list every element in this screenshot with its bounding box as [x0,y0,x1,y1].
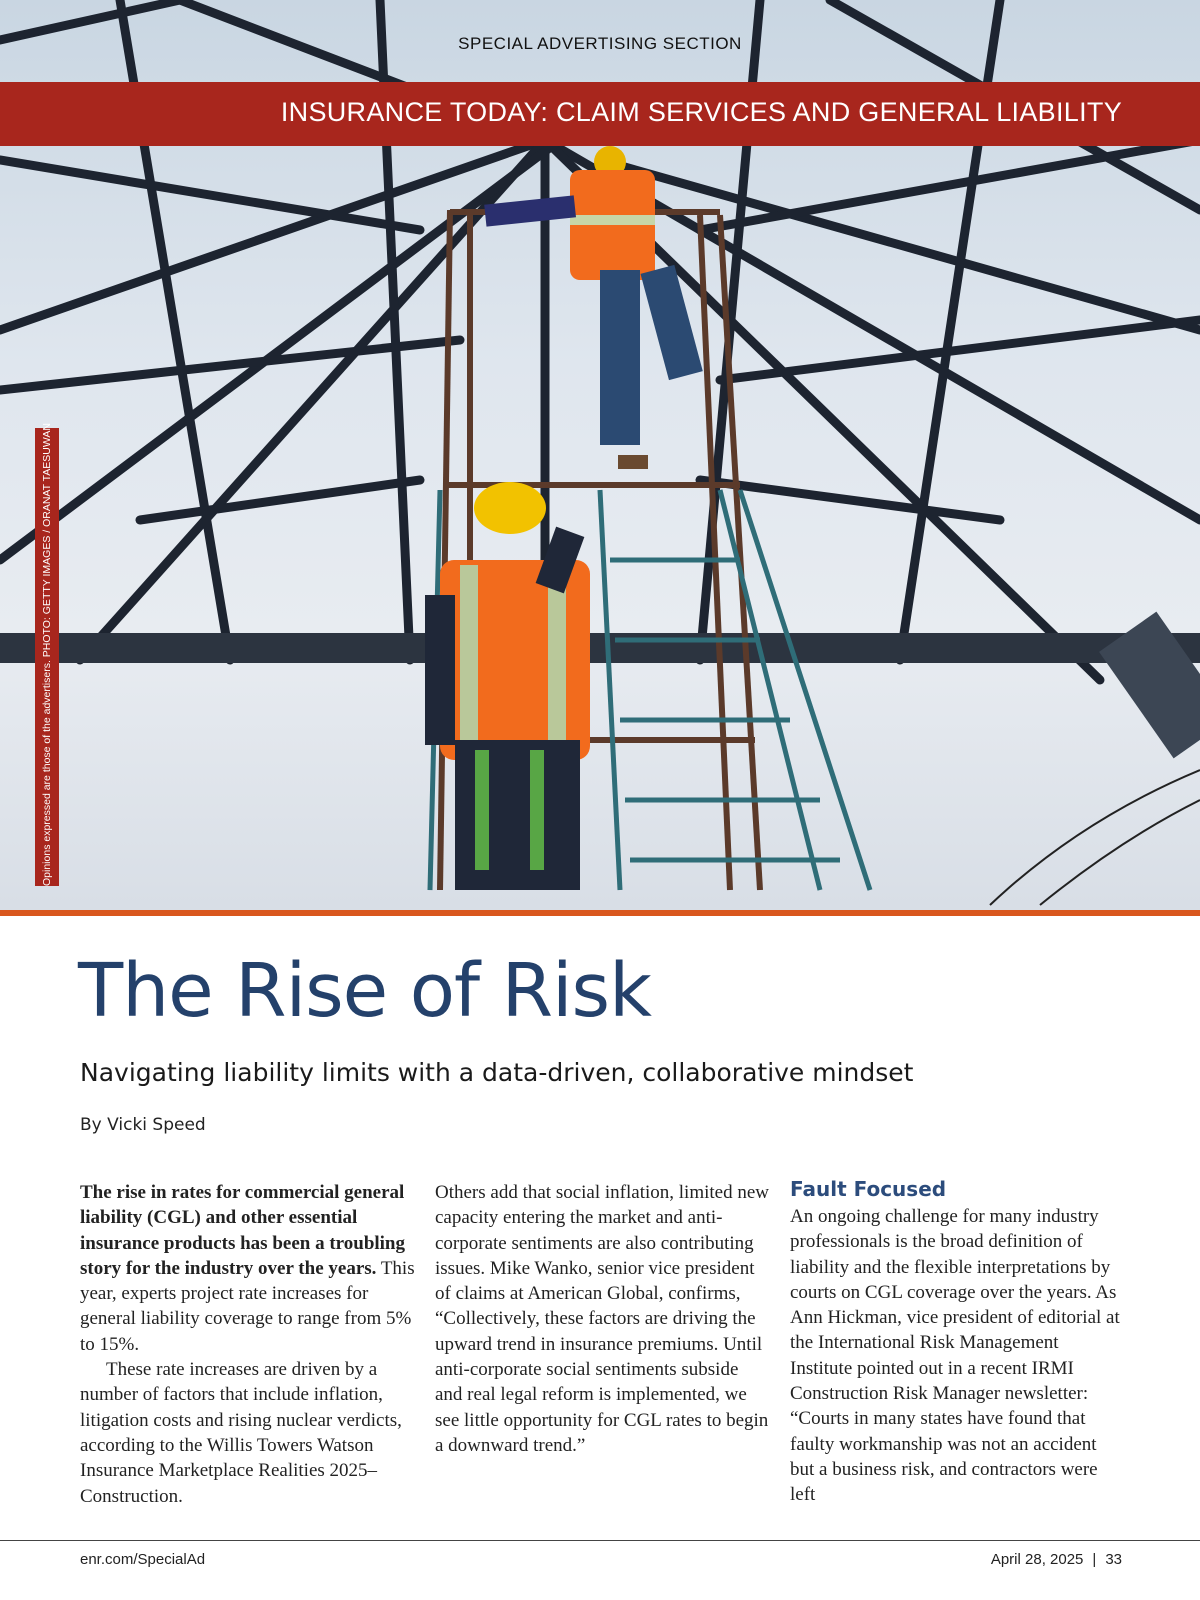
divider-rule [0,910,1200,916]
section-banner-text: INSURANCE TODAY: CLAIM SERVICES AND GENERAL LIABILITY [280,97,1122,127]
page-number: 33 [1105,1551,1122,1568]
paragraph: Others add that social inflation, limited new capacity entering the market and anti-corporate sentiments are also contributing issues. Mike Wanko, senior vice president of claims at American Global, confirms, “Collectively, these factors are driving the upward trend in insurance premiums. Until anti-corporate social sentiments subside and real legal reform is implemented, we see little opportunity for CGL rates to begin a downward trend.” [435,1182,770,1456]
article-subtitle: Navigating liability limits with a data-driven, collaborative mindset [80,1058,914,1087]
footer-rule [0,1540,1200,1541]
article-column-2 [435,1180,770,1458]
byline: By Vicki Speed [80,1115,206,1135]
lead-paragraph [80,1180,415,1357]
photo-credit-strip [35,423,59,886]
section-subhead: Fault Focused [790,1177,947,1201]
section-banner [0,82,1200,146]
paragraph: An ongoing challenge for many industry professionals is the broad definition of liability and the flexible interpretations by courts on CGL coverage over the years. As Ann Hickman, vice president of editorial at the International Risk Management Institute pointed out in a recent IRMI Construction Risk Manager newsletter: “Courts in many states have found that faulty workmanship was not an accident but a business risk, and contractors were left [790,1206,1120,1506]
footer-url[interactable]: enr.com/SpecialAd [80,1551,206,1568]
lead-bold-text: The rise in rates for commercial general liability (CGL) and other essential insurance products has been a troubling story for the industry over the years. [80,1182,406,1279]
article-column-3 [790,1177,1125,1508]
article-column-1 [80,1180,415,1509]
paragraph: These rate increases are driven by a number of factors that include inflation, litigation costs and rising nuclear verdicts, according to the Willis Towers Watson Insurance Marketplace Realities 2025–Construction. [80,1359,402,1507]
issue-date: April 28, 2025 [990,1551,1084,1568]
footer-page-info [991,1551,1122,1568]
special-section-label: SPECIAL ADVERTISING SECTION [458,34,742,53]
article-title: The Rise of Risk [78,948,651,1034]
lead-text: This year, experts project rate increases for general liability coverage to range from 5% to 15%. [80,1257,415,1355]
footer-separator: | [1092,1551,1097,1568]
photo-credit-text: Opinions expressed are those of the advertisers. PHOTO: GETTY IMAGES / ORANAT TAESUWAN [41,423,53,886]
